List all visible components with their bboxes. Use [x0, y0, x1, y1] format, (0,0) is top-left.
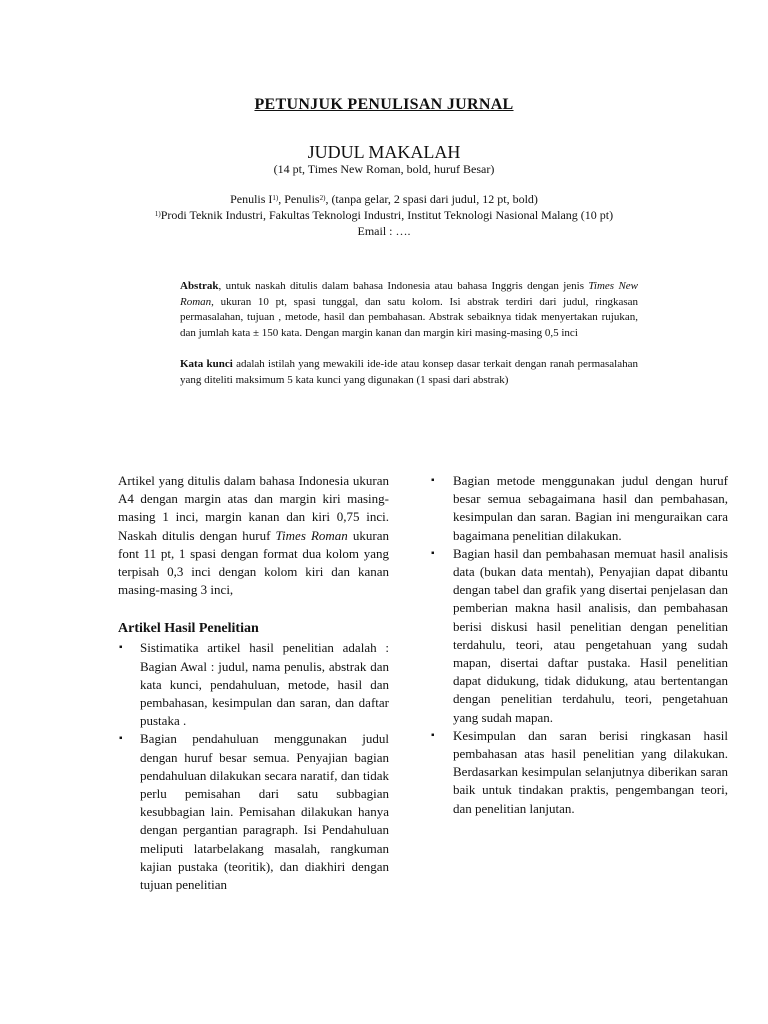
- intro-paragraph: [118, 472, 389, 599]
- bullet-icon: ▪: [431, 547, 435, 559]
- list-item: [430, 472, 728, 545]
- list-item-text: Bagian hasil dan pembahasan memuat hasil analisis data (bukan data mentah), Penyajian dapat dibantu dengan tabel dan grafik yang disertai penjelasan dan pemberian makna hasil analisis, dan pembahasan berisi diskusi hasil penelitian dengan penelitian terdahulu, teori, atau pengetahuan yang sudah mapan, disertai daftar pustaka. Hasil penelitian dapat didukung, tidak didukung, atau bertentangan dengan penelitian terdahulu, teori, pengetahuan yang sudah mapan.: [453, 545, 728, 725]
- left-bullet-list: [118, 639, 389, 894]
- list-item-text: Sistimatika artikel hasil penelitian adalah : Bagian Awal : judul, nama penulis, abstrak dan kata kunci, pendahuluan, metode, hasil dan pembahasan, kesimpulan dan saran, dan daftar pustaka .: [140, 640, 389, 729]
- keywords-text: adalah istilah yang mewakili ide-ide atau konsep dasar terkait dengan ranah permasalahan yang diteliti maksimum 5 kata kunci yang digunakan (1 spasi dari abstrak): [180, 358, 638, 386]
- list-item: [118, 639, 389, 730]
- author-1-sup: 1): [272, 194, 279, 202]
- keywords-label: Kata kunci: [180, 358, 233, 370]
- list-item: [430, 727, 728, 818]
- left-column: [118, 472, 389, 894]
- email: Email : ….: [357, 224, 411, 238]
- keywords-paragraph: [180, 357, 638, 388]
- abstract-text-2: , ukuran 10 pt, spasi tunggal, dan satu kolom. Isi abstrak terdiri dari judul, ringkasan permasalahan, tujuan , metode, hasil dan pembahasan. Abstrak sebaiknya tidak menyertakan rujukan, dan jumlah kata ± 150 kata. Dengan margin kanan dan margin kiri masing-masing 0,5 inci: [180, 295, 638, 339]
- list-item-text: Bagian pendahuluan menggunakan judul dengan huruf besar semua. Penyajian bagian pendahuluan dilakukan secara naratif, dan tidak perlu pemisahan dari satu subbagian kesubbagian lain. Pemisahan dilakukan hanya dengan pergantian paragraph. Isi Pendahuluan meliputi latarbelakang masalah, rangkuman kajian pustaka (teoritik), dan diakhiri dengan tujuan penelitian: [140, 731, 389, 893]
- abstract-paragraph: [180, 279, 638, 341]
- paper-title: JUDUL MAKALAH: [307, 142, 461, 162]
- author-1: Penulis I: [230, 192, 273, 206]
- intro-text-2: ukuran font 11 pt, 1 spasi dengan format dua kolom yang terpisah 0,3 inci dengan kolom kiri dan kanan masing-masing 3 inci,: [118, 527, 389, 598]
- abstract-label: Abstrak: [180, 280, 219, 292]
- page-title: PETUNJUK PENULISAN JURNAL: [254, 96, 514, 113]
- author-2: , Penulis: [278, 192, 320, 206]
- right-column: [430, 472, 728, 818]
- bullet-icon: ▪: [119, 642, 123, 654]
- right-bullet-list: [430, 472, 728, 818]
- abstract-text: , untuk naskah ditulis dalam bahasa Indonesia atau bahasa Inggris dengan jenis: [218, 280, 589, 292]
- authors-block: [0, 191, 768, 239]
- abstract-block: [180, 279, 638, 388]
- bullet-icon: ▪: [119, 733, 123, 745]
- section-heading: Artikel Hasil Penelitian: [118, 621, 259, 637]
- list-item: [118, 730, 389, 894]
- list-item-text: Kesimpulan dan saran berisi ringkasan hasil pembahasan atas hasil penelitian yang dilakukan. Berdasarkan kesimpulan selanjutnya diberikan saran baik untuk tindakan praktis, pengembangan teori, dan penelitian lanjutan.: [453, 727, 728, 816]
- abstract-text-italic: Times New Roman: [180, 280, 638, 308]
- affiliation: [0, 207, 768, 223]
- list-item-text: Bagian metode menggunakan judul dengan huruf besar semua sebagaimana hasil dan pembahasan, kesimpulan dan saran. Bagian ini menguraikan cara bagaimana penelitian dilakukan.: [453, 473, 728, 543]
- author-line: [0, 191, 768, 207]
- affiliation-text: Prodi Teknik Industri, Fakultas Teknologi Industri, Institut Teknologi Nasional Malang (10 pt): [160, 208, 614, 222]
- intro-text: Artikel yang ditulis dalam bahasa Indonesia ukuran A4 dengan margin atas dan margin kiri masing-masing 1 inci, margin kanan dan kiri 0,75 inci. Naskah ditulis dengan huruf: [118, 473, 389, 543]
- author-note: , (tanpa gelar, 2 spasi dari judul, 12 pt, bold): [325, 192, 538, 206]
- intro-text-italic: Times Roman: [275, 527, 348, 543]
- bullet-icon: ▪: [431, 475, 435, 486]
- bullet-icon: ▪: [431, 729, 435, 741]
- list-item: [430, 545, 728, 727]
- affiliation-sup: 1): [154, 210, 161, 218]
- paper-title-note: (14 pt, Times New Roman, bold, huruf Besar): [273, 162, 495, 176]
- author-2-sup: 2): [319, 194, 326, 202]
